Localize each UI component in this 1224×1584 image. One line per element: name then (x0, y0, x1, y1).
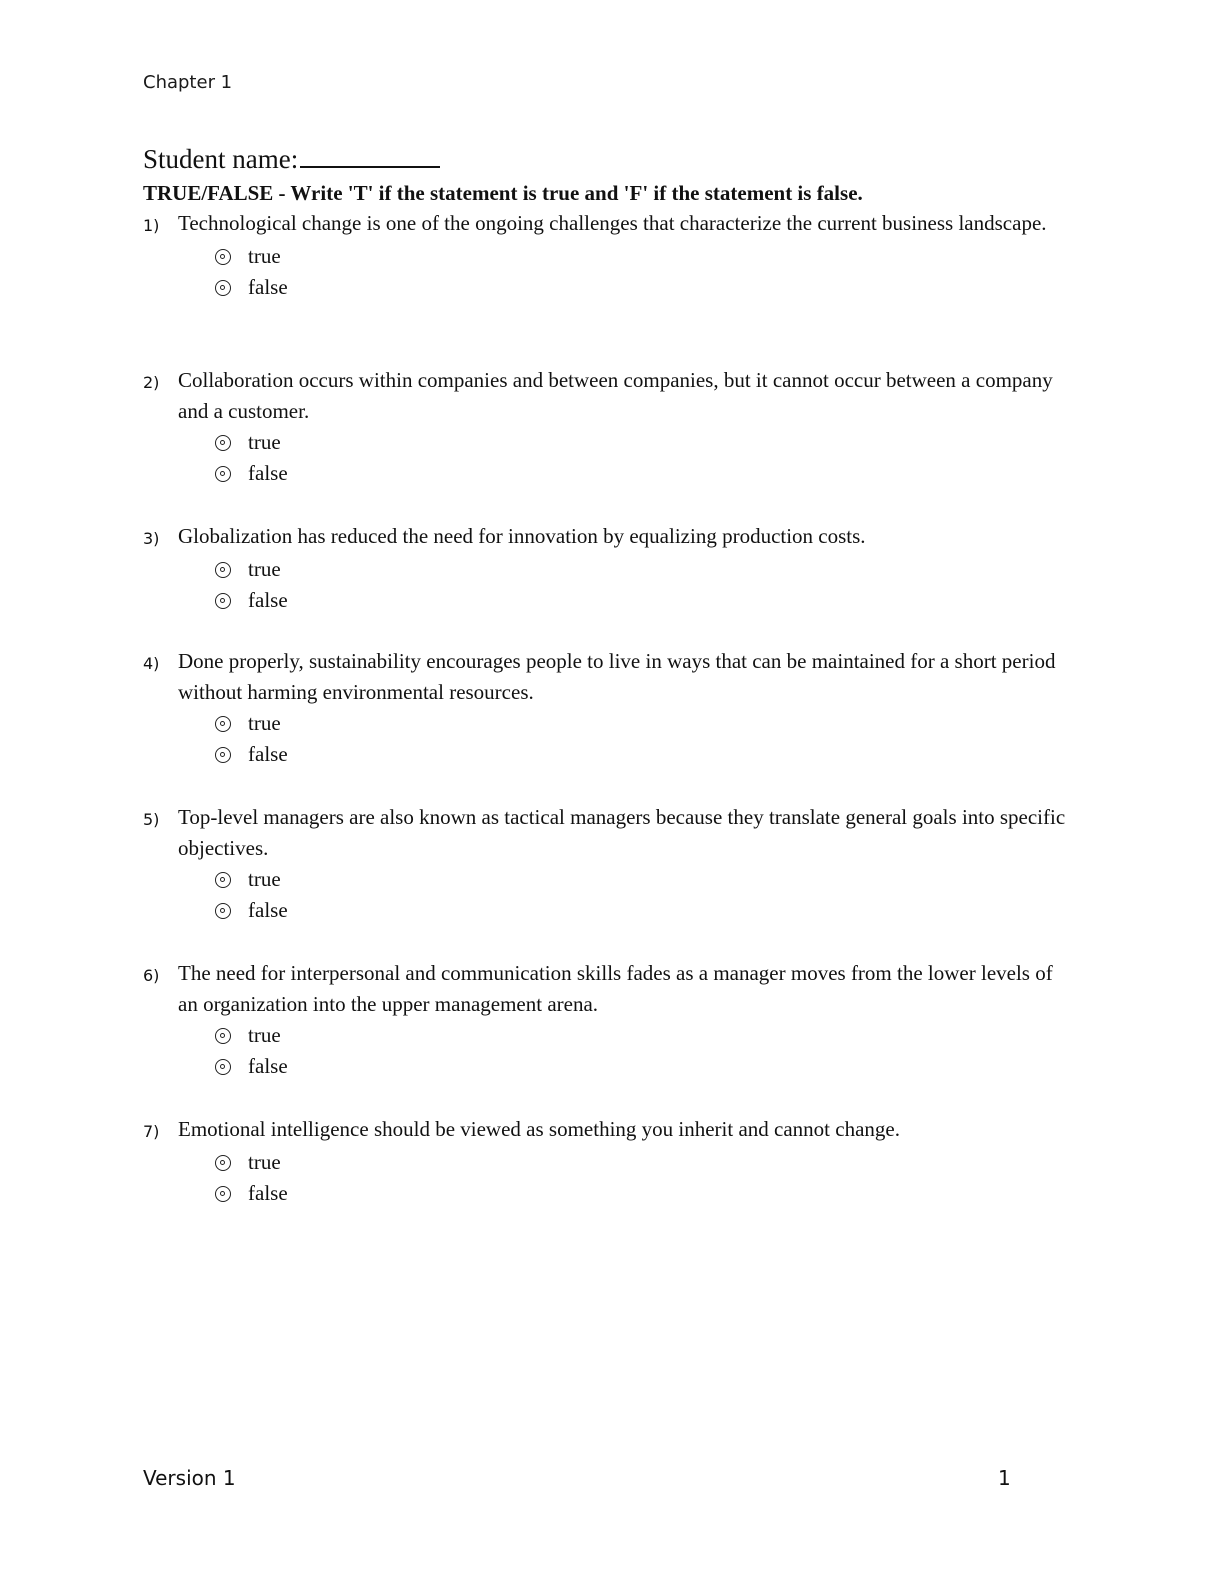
option-label: false (248, 588, 288, 612)
question-text: Emotional intelligence should be viewed as something you inherit and cannot change. (178, 1117, 900, 1141)
chapter-header: Chapter 1 (143, 72, 233, 93)
option-true[interactable] (215, 1020, 1073, 1051)
option-label: true (248, 1150, 281, 1174)
option-label: false (248, 275, 288, 299)
option-true[interactable] (215, 554, 1073, 585)
option-false[interactable] (215, 739, 1073, 770)
option-label: false (248, 1054, 288, 1078)
question-3 (143, 521, 1073, 616)
question-number: 2) (143, 373, 160, 392)
question-text: Globalization has reduced the need for innovation by equalizing production costs. (178, 524, 866, 548)
question-text: Technological change is one of the ongoing challenges that characterize the current business landscape. (178, 211, 1047, 235)
option-true[interactable] (215, 708, 1073, 739)
options (215, 554, 1073, 616)
option-true[interactable] (215, 241, 1073, 272)
radio-icon[interactable] (215, 1186, 231, 1202)
option-false[interactable] (215, 585, 1073, 616)
options (215, 864, 1073, 926)
question-4 (143, 646, 1073, 770)
option-true[interactable] (215, 864, 1073, 895)
question-text: Top-level managers are also known as tactical managers because they translate general goals into specific objectives. (178, 805, 1066, 860)
question-number: 1) (143, 216, 160, 235)
option-false[interactable] (215, 1051, 1073, 1082)
question-text: Done properly, sustainability encourages people to live in ways that can be maintained for a short period without harming environmental resources. (178, 649, 1056, 704)
question-number: 4) (143, 654, 160, 673)
option-label: false (248, 898, 288, 922)
options (215, 1147, 1073, 1209)
radio-icon[interactable] (215, 1028, 231, 1044)
student-name-blank[interactable] (300, 140, 440, 168)
question-text: Collaboration occurs within companies and between companies, but it cannot occur between a company and a customer. (178, 368, 1053, 423)
option-true[interactable] (215, 427, 1073, 458)
question-number: 3) (143, 529, 160, 548)
radio-icon[interactable] (215, 280, 231, 296)
option-label: true (248, 244, 281, 268)
instructions: TRUE/FALSE - Write 'T' if the statement is true and 'F' if the statement is false. (143, 181, 863, 205)
question-7 (143, 1114, 1073, 1209)
option-true[interactable] (215, 1147, 1073, 1178)
question-number: 5) (143, 810, 160, 829)
option-false[interactable] (215, 895, 1073, 926)
option-label: true (248, 430, 281, 454)
option-label: false (248, 742, 288, 766)
question-number: 7) (143, 1122, 160, 1141)
option-label: false (248, 461, 288, 485)
radio-icon[interactable] (215, 747, 231, 763)
option-label: true (248, 1023, 281, 1047)
option-label: true (248, 557, 281, 581)
option-label: false (248, 1181, 288, 1205)
radio-icon[interactable] (215, 435, 231, 451)
question-2 (143, 365, 1073, 489)
radio-icon[interactable] (215, 249, 231, 265)
footer-version: Version 1 (143, 1466, 236, 1490)
option-false[interactable] (215, 272, 1073, 303)
radio-icon[interactable] (215, 466, 231, 482)
radio-icon[interactable] (215, 1155, 231, 1171)
option-false[interactable] (215, 1178, 1073, 1209)
options (215, 427, 1073, 489)
question-6 (143, 958, 1073, 1082)
footer-page-number: 1 (998, 1466, 1011, 1490)
options (215, 708, 1073, 770)
question-5 (143, 802, 1073, 926)
radio-icon[interactable] (215, 903, 231, 919)
radio-icon[interactable] (215, 1059, 231, 1075)
student-name-line (143, 140, 440, 177)
question-text: The need for interpersonal and communication skills fades as a manager moves from the lower levels of an organization into the upper management arena. (178, 961, 1053, 1016)
question-1 (143, 208, 1073, 303)
option-false[interactable] (215, 458, 1073, 489)
options (215, 1020, 1073, 1082)
question-number: 6) (143, 966, 160, 985)
option-label: true (248, 711, 281, 735)
option-label: true (248, 867, 281, 891)
radio-icon[interactable] (215, 593, 231, 609)
radio-icon[interactable] (215, 872, 231, 888)
radio-icon[interactable] (215, 562, 231, 578)
options (215, 241, 1073, 303)
radio-icon[interactable] (215, 716, 231, 732)
student-name-label: Student name: (143, 144, 299, 174)
